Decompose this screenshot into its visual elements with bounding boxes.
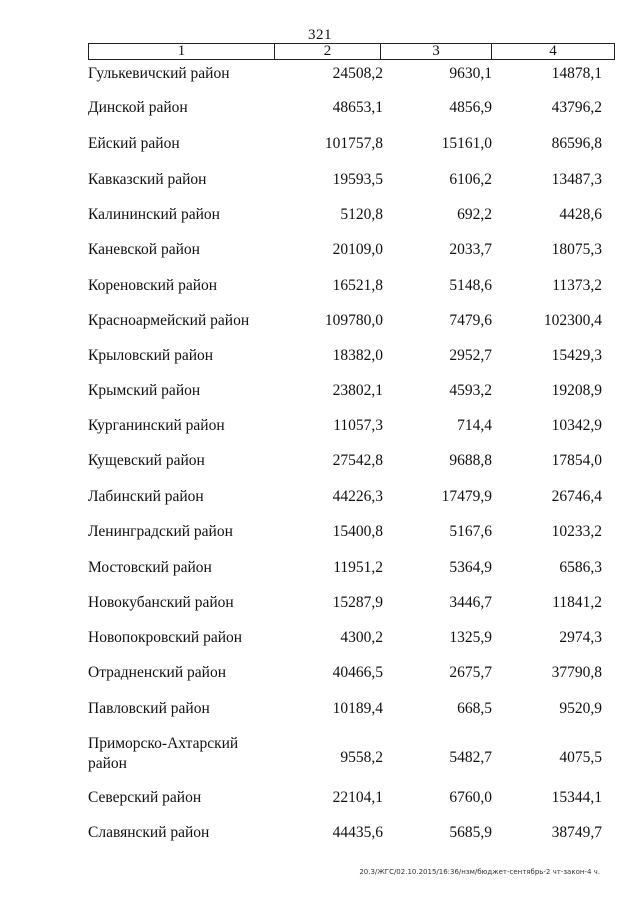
district-name: Ленинградский район xyxy=(88,523,233,540)
district-name: Крыловский район xyxy=(88,347,214,364)
value-c3: 714,4 xyxy=(457,417,492,434)
district-name: Кущевский район xyxy=(88,452,205,469)
value-c3: 1325,9 xyxy=(449,629,492,646)
value-c4: 43796,2 xyxy=(551,99,602,116)
value-c4: 15344,1 xyxy=(551,789,602,806)
district-name: Крымский район xyxy=(88,382,201,399)
value-c4: 86596,8 xyxy=(551,135,602,152)
value-c2: 101757,8 xyxy=(324,135,383,152)
footer-note: 20.3/ЖГС/02.10.2015/16:36/нзм/бюджет-сентябрь-2 чт-закон-4 ч. xyxy=(359,868,600,876)
header-cell-1: 1 xyxy=(177,43,186,59)
value-c2: 10189,4 xyxy=(332,700,383,717)
value-c2: 24508,2 xyxy=(332,65,383,82)
value-c4: 15429,3 xyxy=(551,347,602,364)
value-c3: 7479,6 xyxy=(449,312,492,329)
value-c2: 109780,0 xyxy=(324,312,383,329)
header-cell-4: 4 xyxy=(491,44,614,59)
value-c2: 44435,6 xyxy=(332,824,383,841)
value-c3: 6106,2 xyxy=(449,171,492,188)
value-c4: 18075,3 xyxy=(551,241,602,258)
value-c3: 668,5 xyxy=(457,700,492,717)
value-c3: 2952,7 xyxy=(449,347,492,364)
district-name: Северский район xyxy=(88,789,202,806)
district-name: Новопокровский район xyxy=(88,629,243,646)
value-c2: 15287,9 xyxy=(332,594,383,611)
value-c3: 5364,9 xyxy=(449,559,492,576)
value-c4: 10233,2 xyxy=(551,523,602,540)
district-name: Красноармейский район xyxy=(88,312,250,329)
value-c2: 18382,0 xyxy=(332,347,383,364)
value-c3: 9630,1 xyxy=(449,65,492,82)
district-name: Курганинский район xyxy=(88,417,225,434)
district-name: Новокубанский район xyxy=(88,594,234,611)
header-cell-3: 3 xyxy=(380,44,491,59)
value-c3: 4593,2 xyxy=(449,382,492,399)
value-c3: 2675,7 xyxy=(449,664,492,681)
value-c4: 38749,7 xyxy=(551,824,602,841)
value-c2: 4300,2 xyxy=(340,629,383,646)
value-c3: 4856,9 xyxy=(449,99,492,116)
district-name: Славянский район xyxy=(88,824,210,841)
value-c4: 4075,5 xyxy=(559,749,602,766)
value-c2: 22104,1 xyxy=(332,789,383,806)
header-cell-2: 2 xyxy=(274,44,380,59)
value-c2: 16521,8 xyxy=(332,277,383,294)
value-c4: 10342,9 xyxy=(551,417,602,434)
value-c4: 13487,3 xyxy=(551,171,602,188)
district-name: Ейский район xyxy=(88,135,180,152)
value-c3: 5685,9 xyxy=(449,824,492,841)
district-name: Гулькевичский район xyxy=(88,65,230,82)
district-name: Динской район xyxy=(88,99,188,116)
value-c4: 11373,2 xyxy=(552,277,602,294)
value-c2: 44226,3 xyxy=(332,488,383,505)
value-c4: 6586,3 xyxy=(559,559,602,576)
value-c4: 19208,9 xyxy=(551,382,602,399)
value-c3: 15161,0 xyxy=(441,135,492,152)
district-name: Приморско-Ахтарский район xyxy=(88,735,239,772)
value-c2: 19593,5 xyxy=(332,171,383,188)
district-name: Калининский район xyxy=(88,206,220,223)
value-c2: 5120,8 xyxy=(340,206,383,223)
value-c4: 14878,1 xyxy=(551,65,602,82)
value-c3: 17479,9 xyxy=(441,488,492,505)
value-c3: 5482,7 xyxy=(449,749,492,766)
value-c4: 17854,0 xyxy=(551,452,602,469)
value-c4: 9520,9 xyxy=(559,700,602,717)
district-name: Павловский район xyxy=(88,700,210,717)
value-c4: 2974,3 xyxy=(559,629,602,646)
value-c2: 11057,3 xyxy=(333,417,383,434)
district-name: Кореновский район xyxy=(88,277,218,294)
value-c2: 48653,1 xyxy=(332,99,383,116)
value-c3: 692,2 xyxy=(457,206,492,223)
value-c2: 15400,8 xyxy=(332,523,383,540)
value-c2: 27542,8 xyxy=(332,452,383,469)
value-c2: 20109,0 xyxy=(332,241,383,258)
district-name: Мостовский район xyxy=(88,559,212,576)
value-c3: 2033,7 xyxy=(449,241,492,258)
value-c2: 11951,2 xyxy=(333,559,383,576)
value-c2: 40466,5 xyxy=(332,664,383,681)
page-number: 321 xyxy=(308,27,332,43)
value-c4: 37790,8 xyxy=(551,664,602,681)
district-name: Кавказский район xyxy=(88,171,207,188)
value-c3: 3446,7 xyxy=(449,594,492,611)
value-c4: 26746,4 xyxy=(551,488,602,505)
district-name: Отрадненский район xyxy=(88,664,226,681)
value-c3: 6760,0 xyxy=(449,789,492,806)
value-c3: 9688,8 xyxy=(449,452,492,469)
table-header xyxy=(88,43,615,60)
district-name: Каневской район xyxy=(88,241,200,258)
value-c4: 11841,2 xyxy=(552,594,602,611)
value-c2: 9558,2 xyxy=(340,749,383,766)
value-c4: 102300,4 xyxy=(543,312,602,329)
value-c3: 5148,6 xyxy=(449,277,492,294)
value-c4: 4428,6 xyxy=(559,206,602,223)
district-name: Лабинский район xyxy=(88,488,204,505)
value-c3: 5167,6 xyxy=(449,523,492,540)
value-c2: 23802,1 xyxy=(332,382,383,399)
